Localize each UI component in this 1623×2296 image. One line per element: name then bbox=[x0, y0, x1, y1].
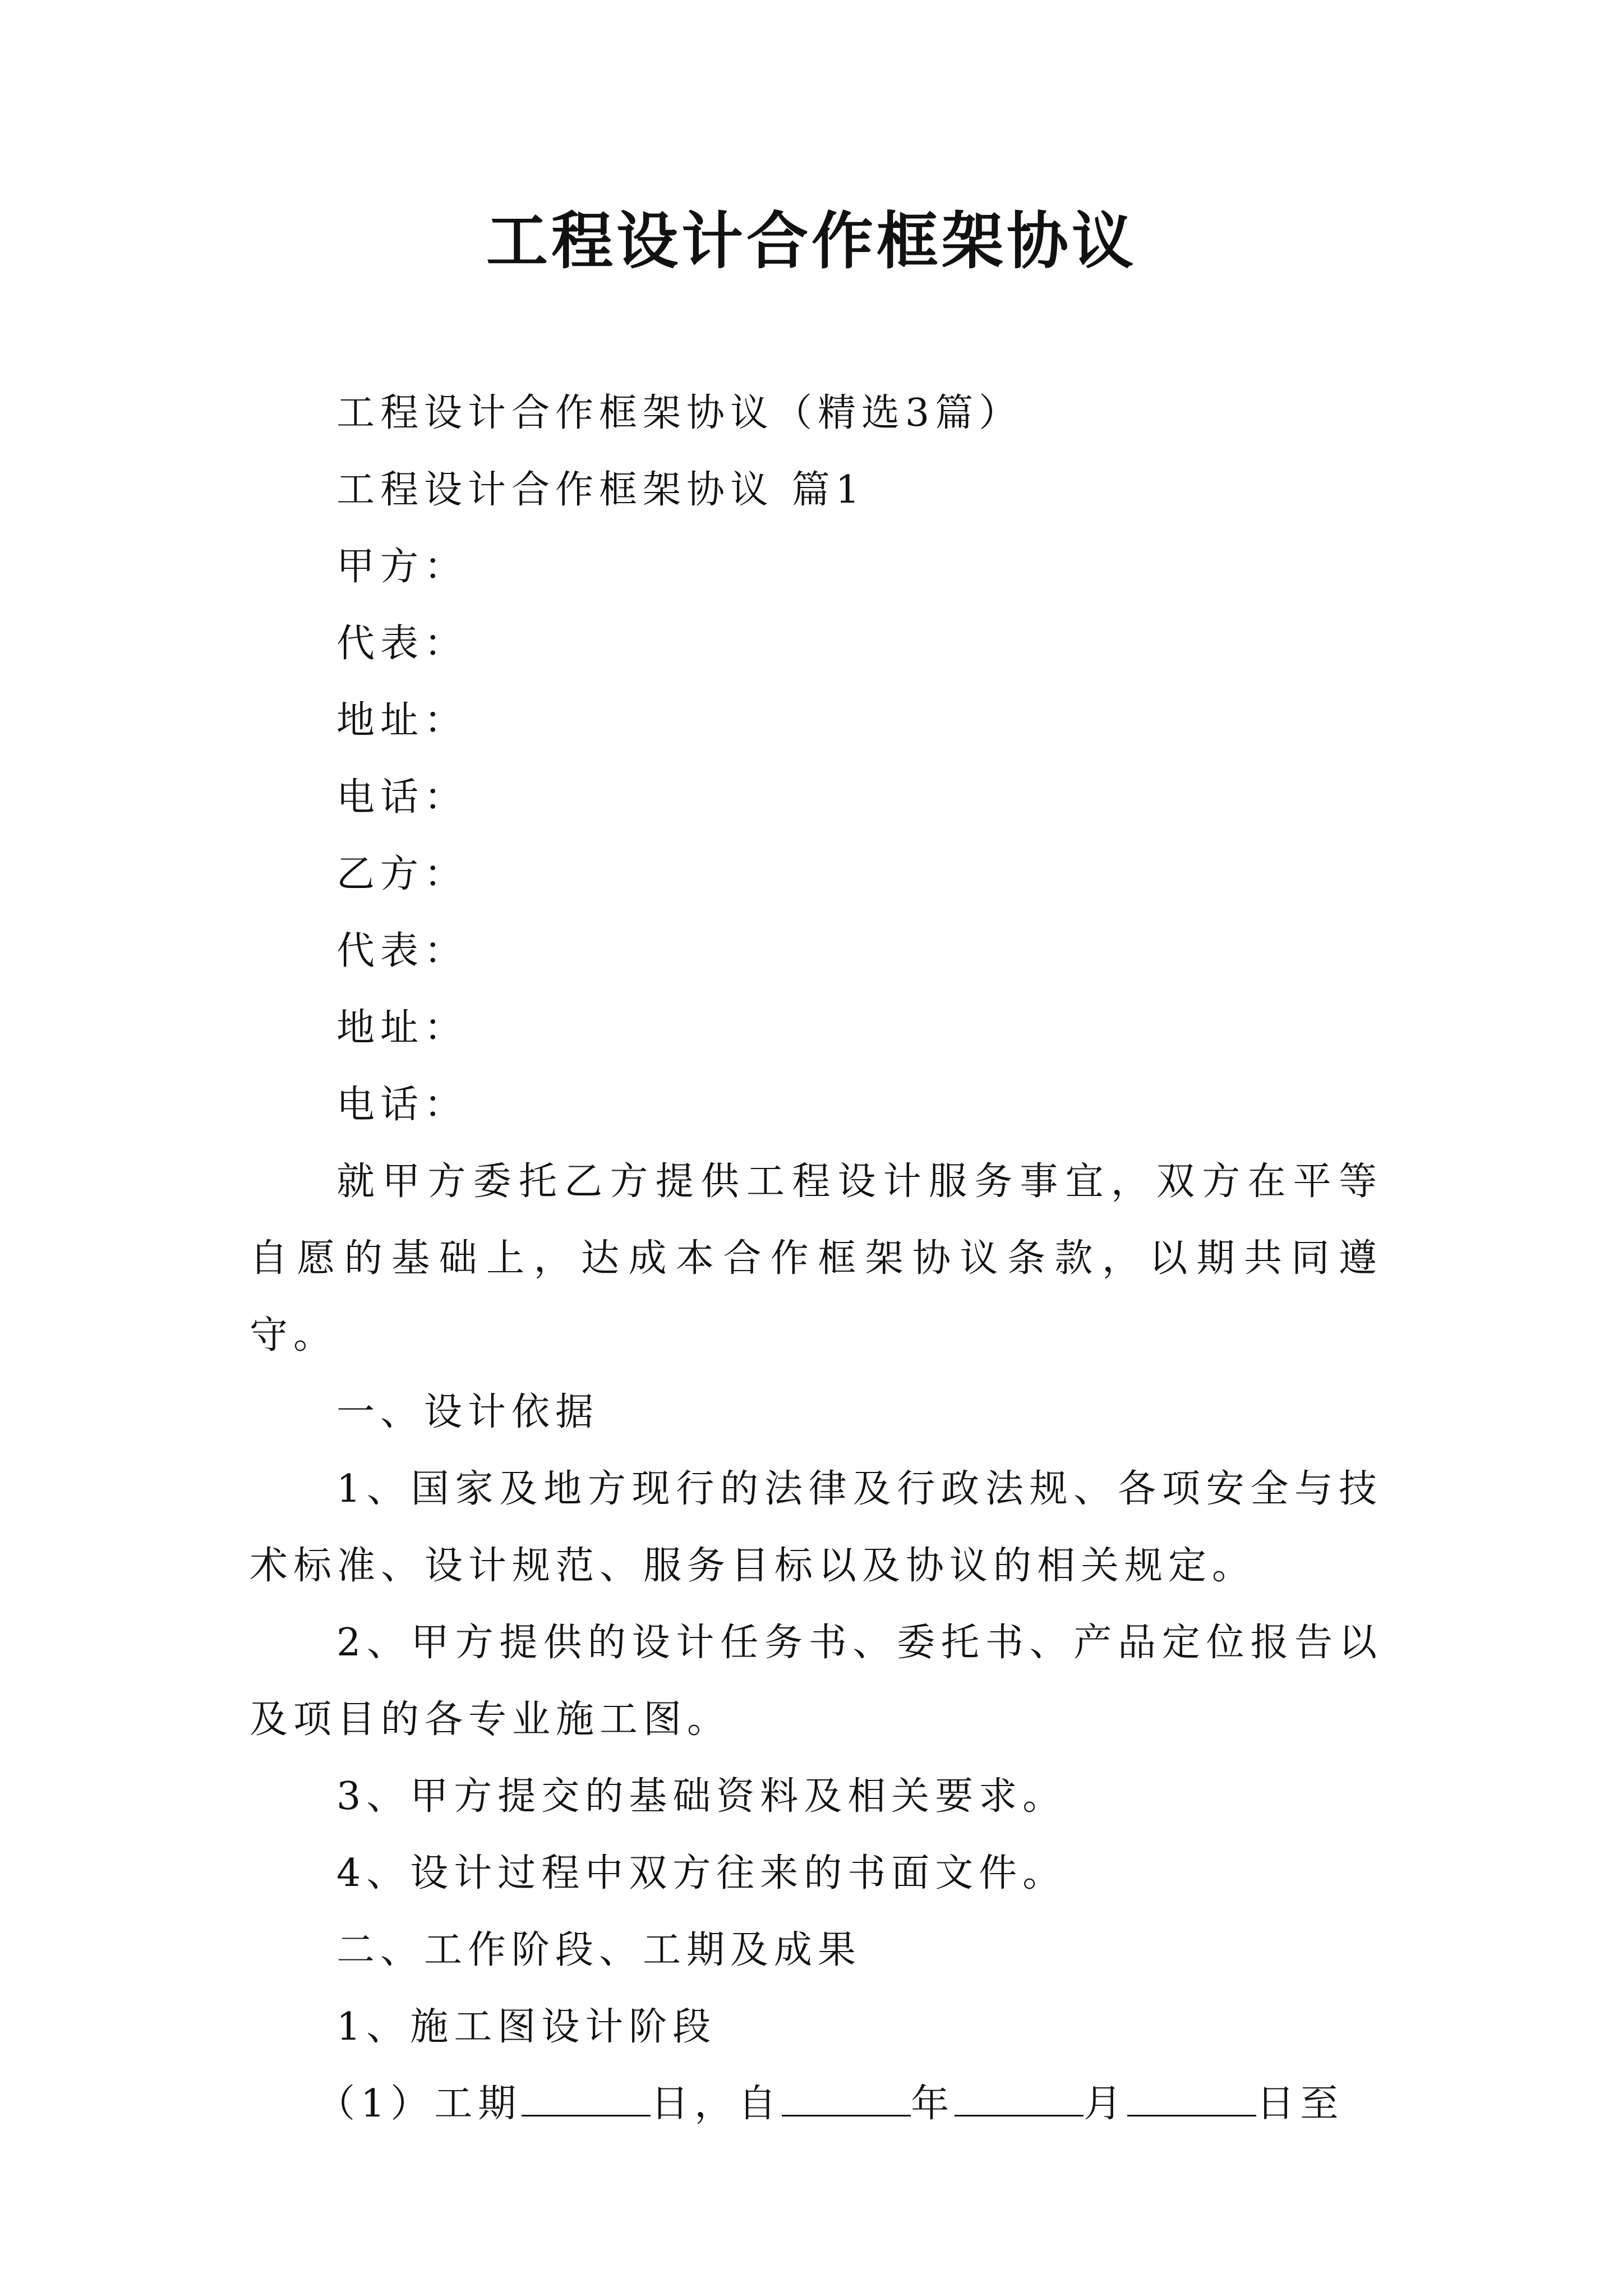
blank-field bbox=[782, 2081, 911, 2116]
paragraph: 代表： bbox=[336, 622, 468, 666]
document-body bbox=[250, 375, 1382, 2142]
term-text: 日至 bbox=[1256, 2082, 1344, 2126]
paragraph: 电话： bbox=[336, 775, 468, 820]
term-label: （1）工期 bbox=[317, 2082, 522, 2126]
term-text: 年 bbox=[911, 2082, 955, 2126]
paragraph: 二、工作阶段、工期及成果 bbox=[336, 1928, 862, 1972]
paragraph: 就甲方委托乙方提供工程设计服务事宜，双方在平等自愿的基础上，达成本合作框架协议条款，以期共同遵守。 bbox=[250, 1159, 1382, 1358]
term-text: 日，自 bbox=[651, 2082, 782, 2126]
document-title: 工程设计合作框架协议 bbox=[486, 205, 1137, 277]
paragraph: 甲方： bbox=[336, 545, 468, 589]
paragraph: 地址： bbox=[336, 698, 468, 743]
paragraph: 1、施工图设计阶段 bbox=[336, 2005, 717, 2049]
paragraph: 3、甲方提交的基础资料及相关要求。 bbox=[336, 1774, 1067, 1819]
paragraph: 乙方： bbox=[336, 852, 468, 896]
blank-field bbox=[1127, 2081, 1256, 2116]
paragraph: 4、设计过程中双方往来的书面文件。 bbox=[336, 1851, 1067, 1895]
blank-field bbox=[522, 2081, 651, 2116]
paragraph: 代表： bbox=[336, 929, 468, 973]
paragraph: 一、设计依据 bbox=[336, 1390, 600, 1434]
blank-field bbox=[955, 2081, 1083, 2116]
term-text: 月 bbox=[1083, 2082, 1128, 2126]
paragraph: 电话： bbox=[336, 1083, 468, 1127]
paragraph: 1、国家及地方现行的法律及行政法规、各项安全与技术标准、设计规范、服务目标以及协议的相关规定。 bbox=[250, 1467, 1382, 1588]
paragraph: 地址： bbox=[336, 1006, 468, 1050]
paragraph: 工程设计合作框架协议 篇1 bbox=[336, 468, 865, 512]
term-line bbox=[250, 2065, 1382, 2142]
paragraph: 工程设计合作框架协议（精选3篇） bbox=[336, 391, 1023, 435]
paragraph: 2、甲方提供的设计任务书、委托书、产品定位报告以及项目的各专业施工图。 bbox=[250, 1621, 1382, 1742]
